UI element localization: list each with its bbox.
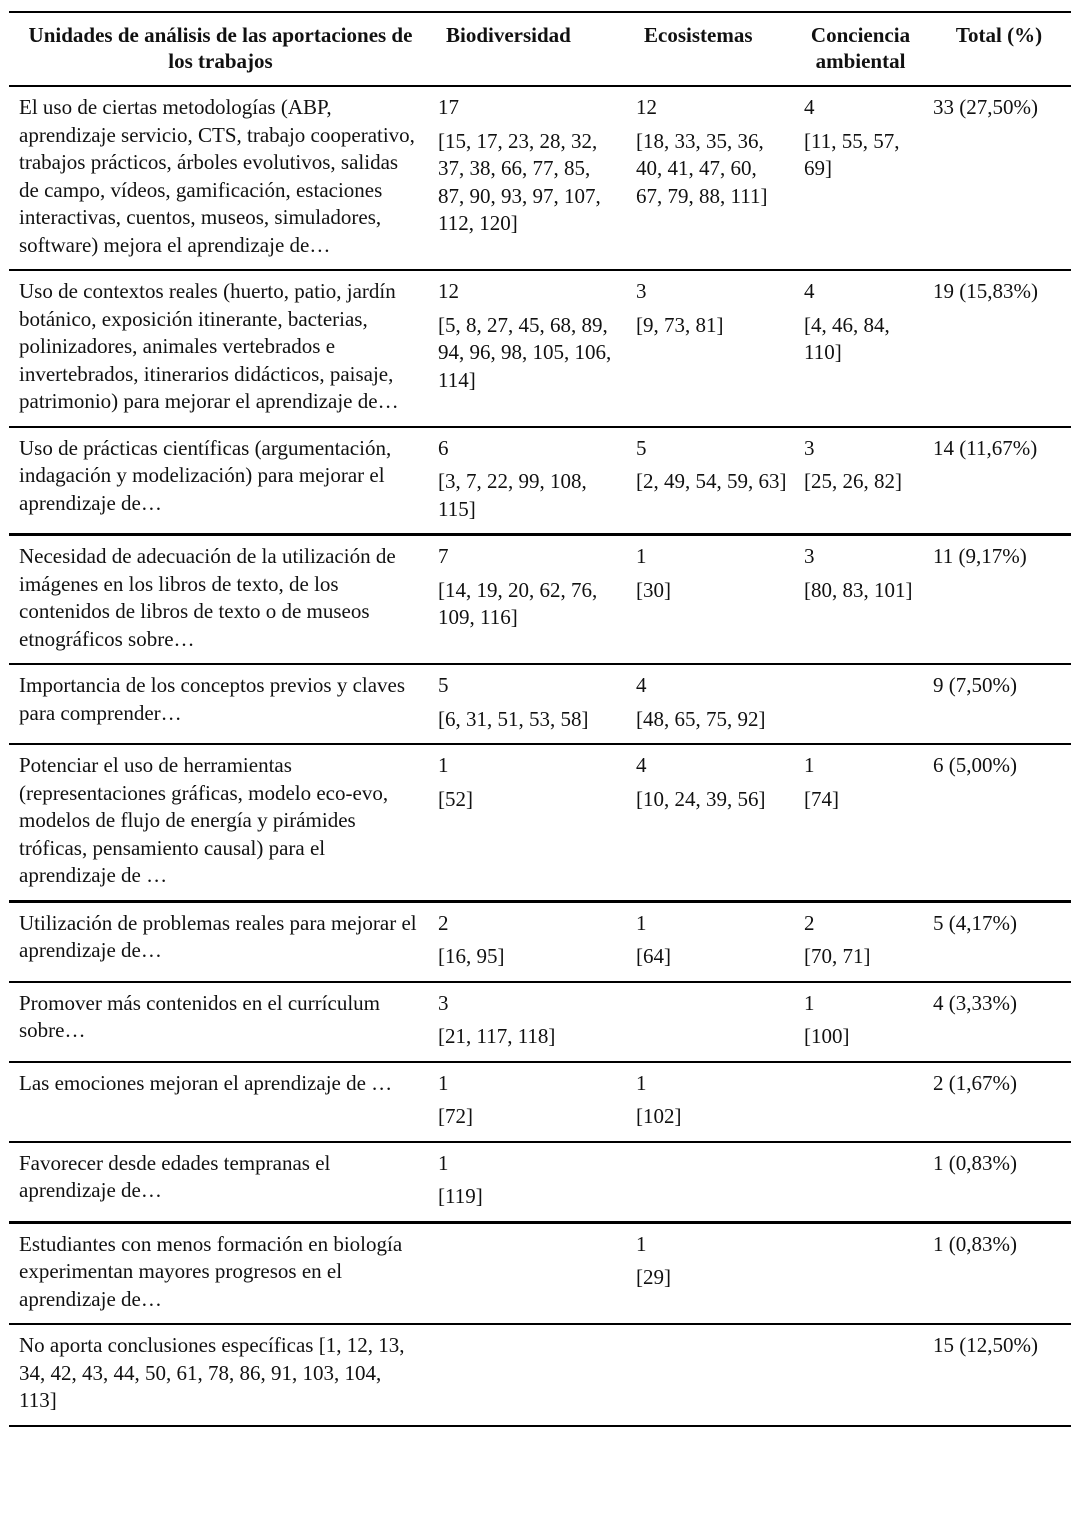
biodiversidad-refs: [5, 8, 27, 45, 68, 89, 94, 96, 98, 105, 106, 114]: [438, 312, 612, 392]
cell-conciencia-ambiental: [794, 1222, 923, 1324]
ecosistemas-refs: [102]: [636, 1104, 682, 1128]
cell-biodiversidad: [428, 1324, 626, 1426]
biodiversidad-count: 3: [438, 990, 449, 1015]
cell-conciencia-ambiental: [794, 901, 923, 982]
biodiversidad-refs: [52]: [438, 786, 473, 811]
ecosistemas-count: 3: [636, 279, 647, 303]
cell-unit: [9, 901, 428, 982]
ecosistemas-count: 5: [636, 435, 647, 460]
cell-conciencia-ambiental: [794, 270, 923, 427]
analysis-units-table: [9, 11, 1071, 1427]
cell-unit: [9, 86, 428, 270]
conciencia-count: 4: [804, 95, 815, 119]
biodiversidad-count: 1: [438, 753, 449, 777]
total-value: 19 (15,83%): [933, 279, 1038, 303]
ecosistemas-refs: [9, 73, 81]: [636, 312, 724, 337]
cell-conciencia-ambiental: [794, 427, 923, 535]
biodiversidad-refs: [3, 7, 22, 99, 108, 115]: [438, 469, 587, 521]
cell-ecosistemas: [626, 1324, 794, 1426]
table-row: [9, 535, 1071, 665]
total-value: 5 (4,17%): [933, 910, 1017, 935]
unit-text: Potenciar el uso de herramientas (representaciones gráficas, modelo eco-evo, modelos de flujo de energía y pirámides tróficas, pensamiento causal) para el aprendizaje de …: [19, 753, 389, 887]
cell-total: [923, 1142, 1071, 1223]
conciencia-refs: [25, 26, 82]: [804, 469, 902, 493]
ecosistemas-refs: [30]: [636, 577, 671, 602]
cell-conciencia-ambiental: [794, 86, 923, 270]
unit-text: Promover más contenidos en el currículum sobre…: [19, 990, 380, 1042]
total-value: 1 (0,83%): [933, 1150, 1017, 1175]
header-units: Unidades de análisis de las aportaciones de los trabajos: [28, 23, 413, 73]
table-row: [9, 744, 1071, 901]
cell-conciencia-ambiental: [794, 1324, 923, 1426]
biodiversidad-refs: [6, 31, 51, 53, 58]: [438, 706, 589, 731]
total-value: 33 (27,50%): [933, 95, 1038, 119]
conciencia-count: 3: [804, 435, 815, 460]
cell-unit: [9, 1142, 428, 1223]
conciencia-count: 3: [804, 544, 815, 568]
total-value: 1 (0,83%): [933, 1231, 1017, 1256]
conciencia-refs: [4, 46, 84, 110]: [804, 312, 890, 364]
cell-conciencia-ambiental: [794, 1062, 923, 1142]
cell-ecosistemas: [626, 427, 794, 535]
biodiversidad-count: 12: [438, 279, 459, 303]
document-page: [9, 11, 1071, 1427]
cell-conciencia-ambiental: [794, 1142, 923, 1223]
ecosistemas-count: 1: [636, 1070, 647, 1095]
unit-text: Estudiantes con menos formación en biología experimentan mayores progresos en el aprendizaje de…: [19, 1231, 403, 1311]
conciencia-count: 1: [804, 990, 815, 1015]
cell-ecosistemas: [626, 664, 794, 744]
total-value: 9 (7,50%): [933, 673, 1017, 697]
biodiversidad-count: 1: [438, 1070, 449, 1095]
cell-ecosistemas: [626, 1062, 794, 1142]
cell-total: [923, 535, 1071, 665]
table-row: [9, 664, 1071, 744]
total-value: 2 (1,67%): [933, 1070, 1017, 1095]
biodiversidad-count: 1: [438, 1150, 449, 1175]
cell-total: [923, 1324, 1071, 1426]
biodiversidad-count: 2: [438, 910, 449, 935]
conciencia-refs: [100]: [804, 1024, 850, 1048]
unit-text: Uso de prácticas científicas (argumentación, indagación y modelización) para mejorar el aprendizaje de…: [19, 435, 392, 515]
cell-total: [923, 664, 1071, 744]
cell-total: [923, 744, 1071, 901]
ecosistemas-count: 4: [636, 753, 647, 777]
cell-ecosistemas: [626, 1222, 794, 1324]
ecosistemas-refs: [64]: [636, 944, 671, 968]
conciencia-refs: [74]: [804, 786, 839, 811]
cell-ecosistemas: [626, 744, 794, 901]
cell-biodiversidad: [428, 535, 626, 665]
header-total: Total (%): [955, 23, 1043, 47]
total-value: 11 (9,17%): [933, 544, 1027, 568]
conciencia-refs: [70, 71]: [804, 944, 871, 968]
cell-conciencia-ambiental: [794, 744, 923, 901]
unit-text: El uso de ciertas metodologías (ABP, aprendizaje servicio, CTS, trabajo cooperativo, trabajos prácticos, árboles evolutivos, salidas de campo, vídeos, gamificación, estaciones interactivas, cuentos, museos, simuladores, software) mejora el aprendizaje de…: [19, 95, 415, 257]
conciencia-refs: [80, 83, 101]: [804, 577, 913, 602]
cell-conciencia-ambiental: [794, 664, 923, 744]
cell-ecosistemas: [626, 901, 794, 982]
cell-biodiversidad: [428, 744, 626, 901]
cell-unit: [9, 1222, 428, 1324]
cell-unit: [9, 664, 428, 744]
cell-biodiversidad: [428, 427, 626, 535]
biodiversidad-count: 17: [438, 95, 459, 119]
total-value: 15 (12,50%): [933, 1333, 1038, 1357]
ecosistemas-count: 1: [636, 544, 647, 568]
biodiversidad-refs: [119]: [438, 1184, 483, 1208]
conciencia-count: 2: [804, 910, 815, 935]
cell-total: [923, 1222, 1071, 1324]
cell-unit: [9, 270, 428, 427]
ecosistemas-count: 1: [636, 910, 647, 935]
cell-unit: [9, 427, 428, 535]
table-row: [9, 1222, 1071, 1324]
unit-text: Importancia de los conceptos previos y claves para comprender…: [19, 673, 406, 725]
total-value: 4 (3,33%): [933, 990, 1017, 1015]
unit-text: Las emociones mejoran el aprendizaje de …: [19, 1070, 393, 1095]
table-row: [9, 270, 1071, 427]
conciencia-count: 4: [804, 279, 815, 303]
cell-ecosistemas: [626, 982, 794, 1062]
cell-biodiversidad: [428, 1142, 626, 1223]
unit-text: Favorecer desde edades tempranas el aprendizaje de…: [19, 1150, 331, 1202]
cell-biodiversidad: [428, 270, 626, 427]
header-ecosistemas: Ecosistemas: [644, 23, 753, 47]
table-row: [9, 1062, 1071, 1142]
ecosistemas-refs: [18, 33, 35, 36, 40, 41, 47, 60, 67, 79, 88, 111]: [636, 128, 768, 208]
header-row: [9, 12, 1071, 86]
cell-total: [923, 270, 1071, 427]
biodiversidad-refs: [21, 117, 118]: [438, 1024, 556, 1048]
table-row: [9, 982, 1071, 1062]
unit-text: Utilización de problemas reales para mejorar el aprendizaje de…: [19, 910, 417, 962]
cell-total: [923, 86, 1071, 270]
biodiversidad-count: 7: [438, 544, 449, 568]
cell-biodiversidad: [428, 1222, 626, 1324]
biodiversidad-refs: [15, 17, 23, 28, 32, 37, 38, 66, 77, 85, 87, 90, 93, 97, 107, 112, 120]: [438, 128, 601, 235]
table-body: [9, 86, 1071, 1426]
cell-biodiversidad: [428, 1062, 626, 1142]
unit-text: No aporta conclusiones específicas [1, 12, 13, 34, 42, 43, 44, 50, 61, 78, 86, 91, 103, 104, 113]: [19, 1333, 405, 1412]
cell-biodiversidad: [428, 982, 626, 1062]
table-row: [9, 1324, 1071, 1426]
cell-total: [923, 982, 1071, 1062]
table-row: [9, 427, 1071, 535]
cell-unit: [9, 535, 428, 665]
total-value: 14 (11,67%): [933, 435, 1038, 460]
unit-text: Necesidad de adecuación de la utilización de imágenes en los libros de texto, de los contenidos de libros de texto o de museos etnográficos sobre…: [19, 544, 396, 651]
biodiversidad-refs: [14, 19, 20, 62, 76, 109, 116]: [438, 577, 598, 629]
biodiversidad-refs: [72]: [438, 1104, 473, 1128]
table-row: [9, 86, 1071, 270]
cell-ecosistemas: [626, 535, 794, 665]
conciencia-refs: [11, 55, 57, 69]: [804, 128, 900, 180]
cell-total: [923, 1062, 1071, 1142]
cell-unit: [9, 744, 428, 901]
cell-conciencia-ambiental: [794, 982, 923, 1062]
cell-ecosistemas: [626, 1142, 794, 1223]
header-biodiversidad: Biodiversidad: [446, 23, 571, 47]
ecosistemas-count: 1: [636, 1231, 647, 1256]
table-row: [9, 1142, 1071, 1223]
cell-unit: [9, 1062, 428, 1142]
ecosistemas-refs: [29]: [636, 1265, 671, 1289]
biodiversidad-count: 5: [438, 673, 449, 697]
ecosistemas-count: 4: [636, 673, 647, 697]
cell-total: [923, 901, 1071, 982]
biodiversidad-refs: [16, 95]: [438, 944, 505, 968]
header-conciencia-ambiental: Conciencia ambiental: [810, 23, 911, 73]
cell-ecosistemas: [626, 270, 794, 427]
total-value: 6 (5,00%): [933, 753, 1017, 777]
table-header: [9, 12, 1071, 86]
ecosistemas-refs: [48, 65, 75, 92]: [636, 706, 766, 731]
cell-conciencia-ambiental: [794, 535, 923, 665]
conciencia-count: 1: [804, 753, 815, 777]
unit-text: Uso de contextos reales (huerto, patio, jardín botánico, exposición itinerante, bacterias, polinizadores, animales vertebrados e invertebrados, itinerarios didácticos, paisaje, patrimonio) para mejorar el aprendizaje de…: [19, 279, 399, 413]
ecosistemas-refs: [10, 24, 39, 56]: [636, 786, 766, 811]
ecosistemas-count: 12: [636, 95, 657, 119]
cell-unit: [9, 1324, 428, 1426]
cell-biodiversidad: [428, 86, 626, 270]
cell-biodiversidad: [428, 664, 626, 744]
cell-ecosistemas: [626, 86, 794, 270]
cell-unit: [9, 982, 428, 1062]
biodiversidad-count: 6: [438, 435, 449, 460]
cell-total: [923, 427, 1071, 535]
table-row: [9, 901, 1071, 982]
cell-biodiversidad: [428, 901, 626, 982]
ecosistemas-refs: [2, 49, 54, 59, 63]: [636, 469, 787, 493]
